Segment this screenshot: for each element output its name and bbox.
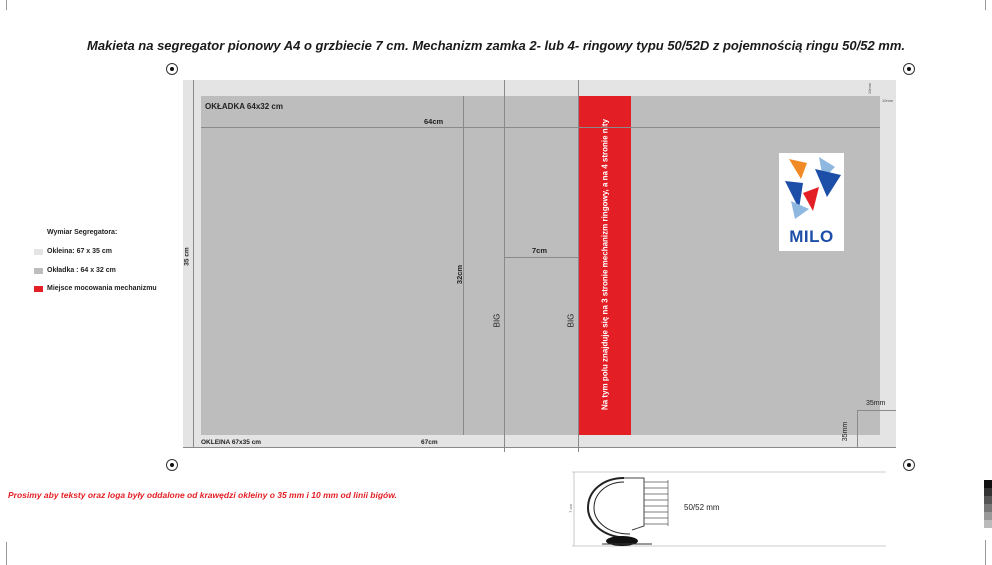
ring-capacity-label: 50/52 mm bbox=[684, 503, 720, 512]
registration-mark-bottom-right bbox=[903, 459, 915, 471]
legend-swatch-lining bbox=[34, 249, 43, 255]
cover-height-label: 32cm bbox=[455, 264, 465, 285]
crop-mark-bottom-right bbox=[985, 540, 986, 565]
fold-line-2 bbox=[578, 80, 579, 452]
margin-35mm-vertical-label: 35mm bbox=[842, 421, 850, 442]
legend-item-lining: Okleina: 67 x 35 cm bbox=[47, 248, 112, 255]
page-title: Makieta na segregator pionowy A4 o grzbiecie 7 cm. Mechanizm zamka 2- lub 4- ringowy typu 50/52D z pojemnością ringu 50/52 mm. bbox=[86, 38, 906, 53]
color-calibration-strip bbox=[984, 480, 992, 528]
margin-35mm-horizontal bbox=[857, 410, 896, 411]
lining-width-label: 67cm bbox=[421, 439, 438, 446]
lining-height-line bbox=[193, 80, 194, 448]
cover-width-line bbox=[201, 127, 880, 128]
lining-height-label: 35 cm bbox=[183, 247, 191, 266]
margin-10mm-vertical-label: 10mm bbox=[867, 82, 873, 95]
lining-width-line bbox=[183, 447, 896, 448]
legend-swatch-mechanism bbox=[34, 286, 43, 292]
crop-mark-bottom-left bbox=[6, 542, 7, 565]
spine-width-label: 7cm bbox=[532, 246, 548, 255]
registration-mark-top-right bbox=[903, 63, 915, 75]
legend-item-mechanism: Miejsce mocowania mechanizmu bbox=[47, 285, 157, 292]
margin-35mm-horizontal-label: 35mm bbox=[866, 400, 886, 407]
milo-logo bbox=[779, 153, 844, 251]
legend-title: Wymiar Segregatora: bbox=[47, 229, 118, 236]
legend-item-cover: Okładka : 64 x 32 cm bbox=[47, 267, 116, 274]
cover-area bbox=[201, 96, 880, 435]
margin-10mm-horizontal-label: 10mm bbox=[882, 98, 894, 103]
fold-line-1 bbox=[504, 80, 505, 452]
margin-35mm-vertical bbox=[857, 410, 858, 448]
fold-label-2: BIG bbox=[566, 313, 576, 328]
cover-width-label: 64cm bbox=[424, 117, 444, 126]
crop-mark-top-right bbox=[985, 0, 986, 10]
legend-swatch-cover bbox=[34, 268, 43, 274]
margin-note: Prosimy aby teksty oraz loga były oddalone od krawędzi okleiny o 35 mm i 10 mm od linii bigów. bbox=[8, 490, 397, 500]
mechanism-area-text: Na tym polu znajduje się na 3 stronie mechanizm ringowy, a na 4 stronie nity bbox=[600, 118, 610, 411]
cover-label: OKŁADKA 64x32 cm bbox=[205, 102, 283, 111]
fold-label-1: BIG bbox=[492, 313, 502, 328]
crop-mark-top-left bbox=[6, 0, 7, 10]
registration-mark-top-left bbox=[166, 63, 178, 75]
ring-mechanism-drawing bbox=[572, 470, 886, 548]
milo-logo-text: MILO bbox=[789, 227, 834, 246]
milo-logo-mark bbox=[779, 153, 844, 225]
registration-mark-bottom-left bbox=[166, 459, 178, 471]
lining-label: OKLEINA 67x35 cm bbox=[201, 439, 262, 446]
side-height-label: 7 cm bbox=[567, 504, 573, 513]
ring-mechanism-diagram bbox=[567, 470, 886, 548]
spine-width-line bbox=[504, 257, 578, 258]
